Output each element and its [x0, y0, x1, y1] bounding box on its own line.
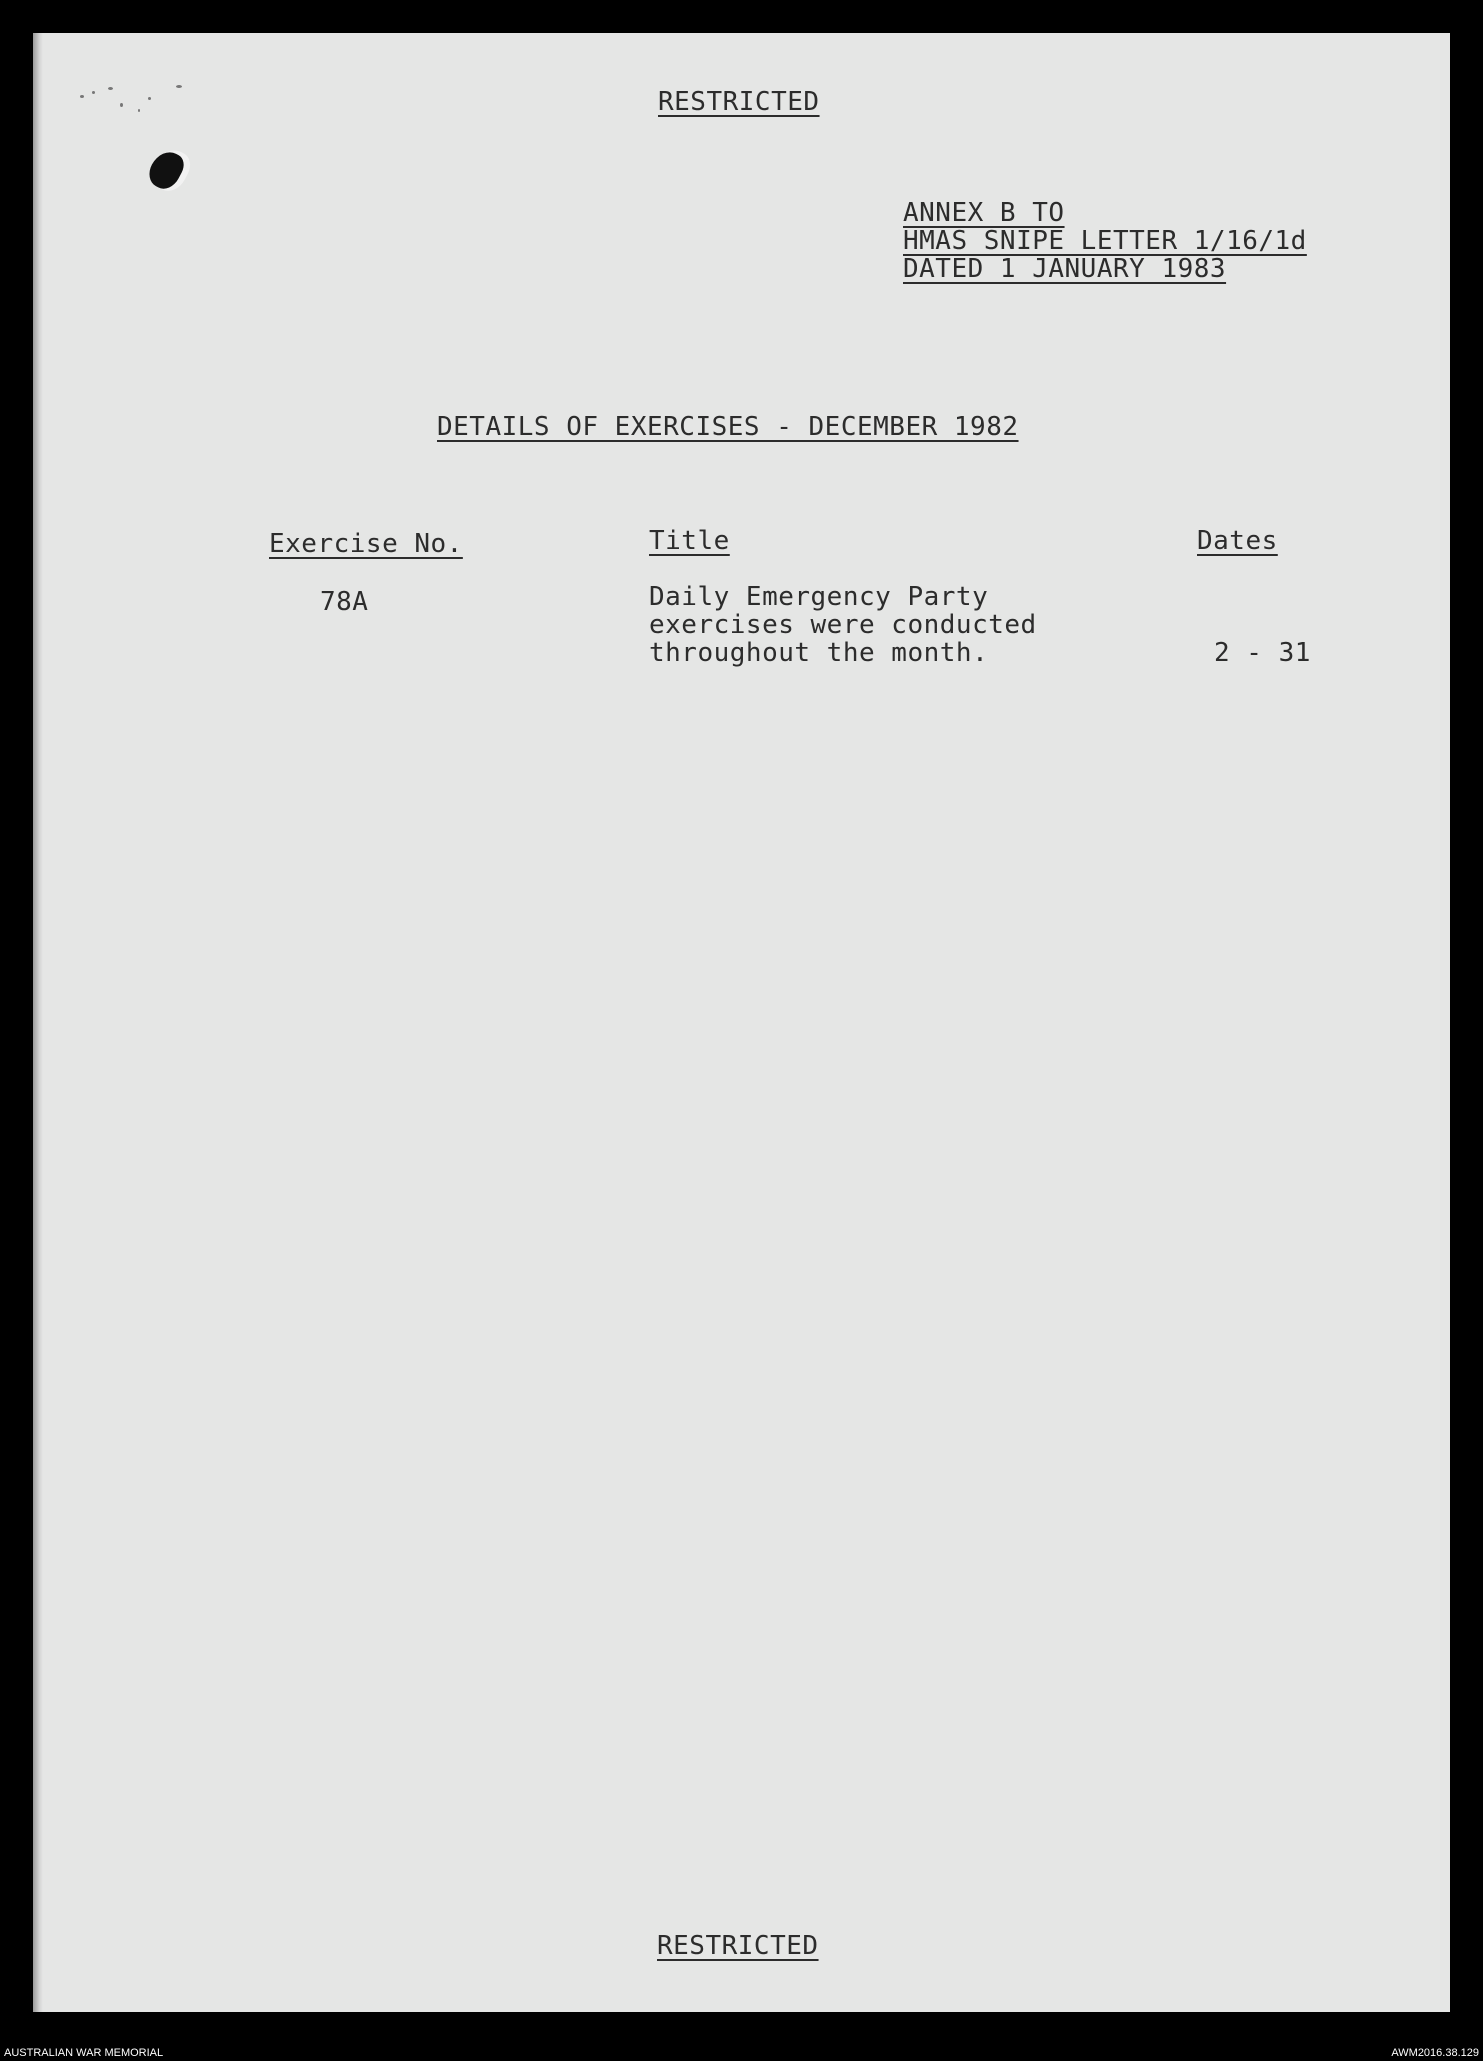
- classification-top: RESTRICTED: [658, 87, 820, 117]
- annex-line-3: DATED 1 JANUARY 1983: [903, 254, 1227, 284]
- footer-institution: AUSTRALIAN WAR MEMORIAL: [4, 2047, 164, 2059]
- row-exercise-no: 78A: [320, 587, 369, 617]
- document-heading: DETAILS OF EXERCISES - DECEMBER 1982: [437, 412, 1019, 442]
- binding-edge: [33, 33, 43, 2012]
- row-dates: 2 - 31: [1214, 638, 1311, 668]
- annex-line-2: HMAS SNIPE LETTER 1/16/1d: [903, 226, 1307, 256]
- header-title: Title: [649, 526, 730, 556]
- annex-line-1: ANNEX B TO: [903, 198, 1065, 228]
- row-title-line-1: Daily Emergency Party: [649, 582, 989, 612]
- document-page: [33, 33, 1450, 2012]
- header-exercise-no: Exercise No.: [269, 529, 463, 559]
- row-title-line-2: exercises were conducted: [649, 610, 1037, 640]
- classification-bottom: RESTRICTED: [657, 1931, 819, 1961]
- row-title-line-3: throughout the month.: [649, 638, 989, 668]
- punch-hole: [144, 146, 188, 194]
- footer-accession-number: AWM2016.38.129: [1391, 2047, 1479, 2059]
- paper-specks: [78, 83, 198, 123]
- header-dates: Dates: [1197, 526, 1278, 556]
